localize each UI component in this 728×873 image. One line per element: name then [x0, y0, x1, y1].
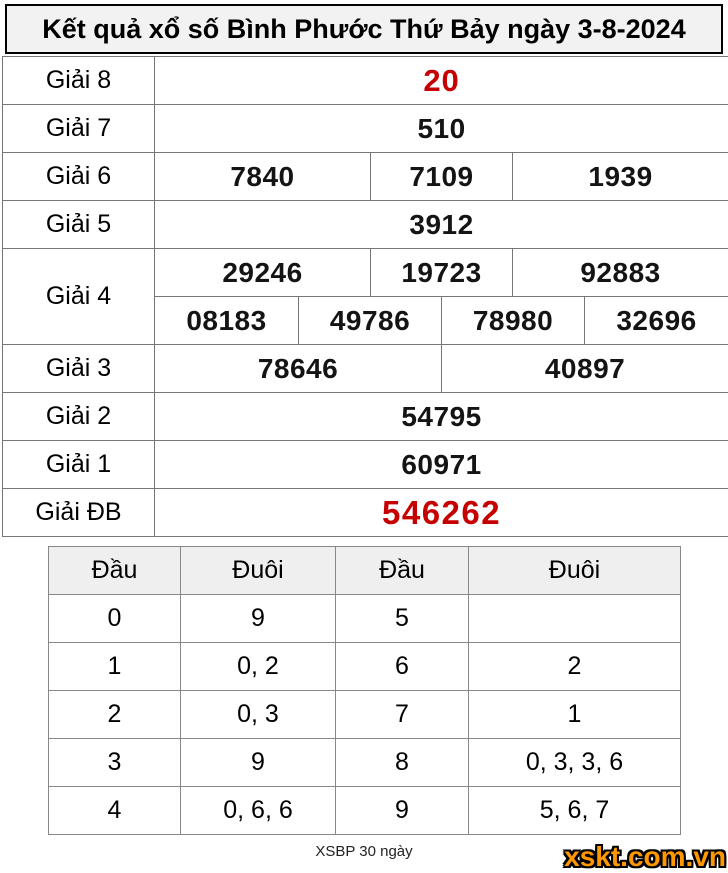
page-title: Kết quả xổ số Bình Phước Thứ Bảy ngày 3-8-2024 — [5, 4, 723, 54]
prize-value: 32696 — [585, 297, 728, 345]
tail-cell: 9 — [181, 595, 336, 643]
prize-row-g8 — [3, 57, 728, 105]
prize-row-label: Giải ĐB — [3, 489, 155, 537]
head-cell: 4 — [49, 787, 181, 835]
prize-row-label: Giải 8 — [3, 57, 155, 105]
tail-cell: 5, 6, 7 — [469, 787, 681, 835]
tail-cell: 0, 3 — [181, 691, 336, 739]
site-logo-link[interactable]: xskt.com.vn — [564, 841, 726, 873]
head-cell: 7 — [336, 691, 469, 739]
prize-value: 49786 — [299, 297, 442, 345]
head-cell: 3 — [49, 739, 181, 787]
prize-row-gdb — [3, 489, 728, 537]
tail-cell — [469, 595, 681, 643]
prize-row-g2 — [3, 393, 728, 441]
head-tail-row — [49, 691, 681, 739]
head-cell: 8 — [336, 739, 469, 787]
tail-cell: 1 — [469, 691, 681, 739]
prize-value: 19723 — [371, 249, 513, 297]
prize-value: 510 — [155, 105, 728, 153]
tail-cell: 9 — [181, 739, 336, 787]
prize-row-label: Giải 5 — [3, 201, 155, 249]
head-cell: 5 — [336, 595, 469, 643]
head-tail-row — [49, 595, 681, 643]
stats-range-caption: XSBP 30 ngày — [0, 843, 728, 860]
prize-value: 29246 — [155, 249, 371, 297]
tail-cell: 0, 2 — [181, 643, 336, 691]
prize-value: 546262 — [155, 489, 728, 537]
prize-value: 7840 — [155, 153, 371, 201]
column-header: Đuôi — [469, 547, 681, 595]
head-cell: 9 — [336, 787, 469, 835]
prize-row-label: Giải 2 — [3, 393, 155, 441]
prize-value: 78980 — [442, 297, 585, 345]
prize-row-label: Giải 1 — [3, 441, 155, 489]
prize-row-g4a — [3, 249, 728, 297]
prize-value: 92883 — [513, 249, 728, 297]
prize-row-g3 — [3, 345, 728, 393]
head-tail-row — [49, 643, 681, 691]
prize-value: 1939 — [513, 153, 728, 201]
head-cell: 1 — [49, 643, 181, 691]
prize-value: 08183 — [155, 297, 299, 345]
prize-value: 40897 — [442, 345, 728, 393]
head-cell: 2 — [49, 691, 181, 739]
tail-cell: 2 — [469, 643, 681, 691]
prize-row-g1 — [3, 441, 728, 489]
prize-value: 20 — [155, 57, 728, 105]
prize-value: 7109 — [371, 153, 513, 201]
prize-row-label: Giải 3 — [3, 345, 155, 393]
prize-results-table — [2, 56, 728, 537]
head-cell: 6 — [336, 643, 469, 691]
head-tail-header-row — [49, 547, 681, 595]
column-header: Đầu — [49, 547, 181, 595]
tail-cell: 0, 3, 3, 6 — [469, 739, 681, 787]
head-cell: 0 — [49, 595, 181, 643]
prize-row-label: Giải 7 — [3, 105, 155, 153]
column-header: Đuôi — [181, 547, 336, 595]
head-tail-row — [49, 787, 681, 835]
prize-value: 54795 — [155, 393, 728, 441]
prize-row-g7 — [3, 105, 728, 153]
prize-value: 3912 — [155, 201, 728, 249]
prize-value: 78646 — [155, 345, 442, 393]
tail-cell: 0, 6, 6 — [181, 787, 336, 835]
head-tail-table — [48, 546, 681, 835]
prize-row-label: Giải 4 — [3, 249, 155, 345]
head-tail-row — [49, 739, 681, 787]
column-header: Đầu — [336, 547, 469, 595]
prize-row-g5 — [3, 201, 728, 249]
prize-row-g6 — [3, 153, 728, 201]
prize-row-label: Giải 6 — [3, 153, 155, 201]
prize-value: 60971 — [155, 441, 728, 489]
